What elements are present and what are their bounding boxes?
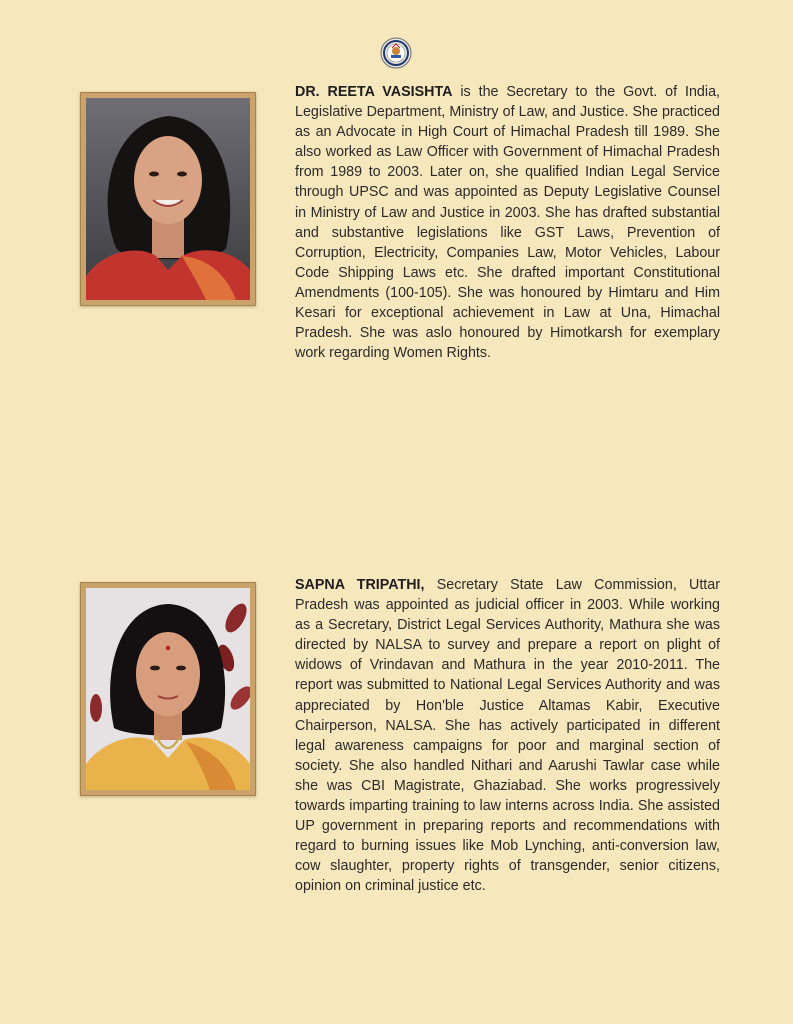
profile-bio xyxy=(295,575,720,897)
profile-name: DR. REETA VASISHTA xyxy=(295,84,453,100)
profile-name: SAPNA TRIPATHI, xyxy=(295,577,425,593)
portrait-photo xyxy=(86,588,250,790)
profile-photo-frame xyxy=(80,92,256,306)
profile-bio-text: is the Secretary to the Govt. of India, Legislative Department, Ministry of Law, and Justice. She practiced as an Advocate in High Court of Himachal Pradesh till 1989. She also worked as Law Officer with Government of Himachal Pradesh from 1989 to 2003. Later on, she qualified Indian Legal Service through UPSC and was appointed as Deputy Legislative Counsel in Ministry of Law and Justice in 2003. She has drafted substantial and substantive legislations like GST Laws, Prevention of Corruption, Electricity, Companies Law, Motor Vehicles, Labour Code Shipping Laws etc. She drafted important Constitutional Amendments (100-105). She was honoured by Himtaru and Him Kesari for exceptional achievement in Law at Una, Himachal Pradesh. She was aslo honoured by Himotkarsh for exemplary work regarding Women Rights. xyxy=(295,84,720,362)
portrait-photo xyxy=(86,98,250,300)
profile-photo-frame xyxy=(80,582,256,796)
profile-bio xyxy=(295,82,720,363)
profile-bio-text: Secretary State Law Commission, Uttar Pradesh was appointed as judicial officer in 2003. While working as a Secretary, District Legal Services Authority, Mathura she was directed by NALSA to survey and prepare a report on plight of widows of Vrindavan and Mathura in the year 2010-2011. The report was submitted to National Legal Services Authority and was appreciated by Hon'ble Justice Altamas Kabir, Executive Chairperson, NALSA. She has actively participated in different legal awareness campaigns for poor and marginal section of society. She also handled Nithari and Aarushi Tawlar case while she was CBI Magistrate, Ghaziabad. She works progressively towards imparting training to law interns across India. She assisted UP government in preparing reports and recommendations with regard to burning issues like Mob Lynching, anti-conversion law, cow slaughter, property rights of transgender, senior citizens, opinion on criminal justice etc. xyxy=(295,577,720,895)
emblem-seal-icon xyxy=(380,37,412,69)
